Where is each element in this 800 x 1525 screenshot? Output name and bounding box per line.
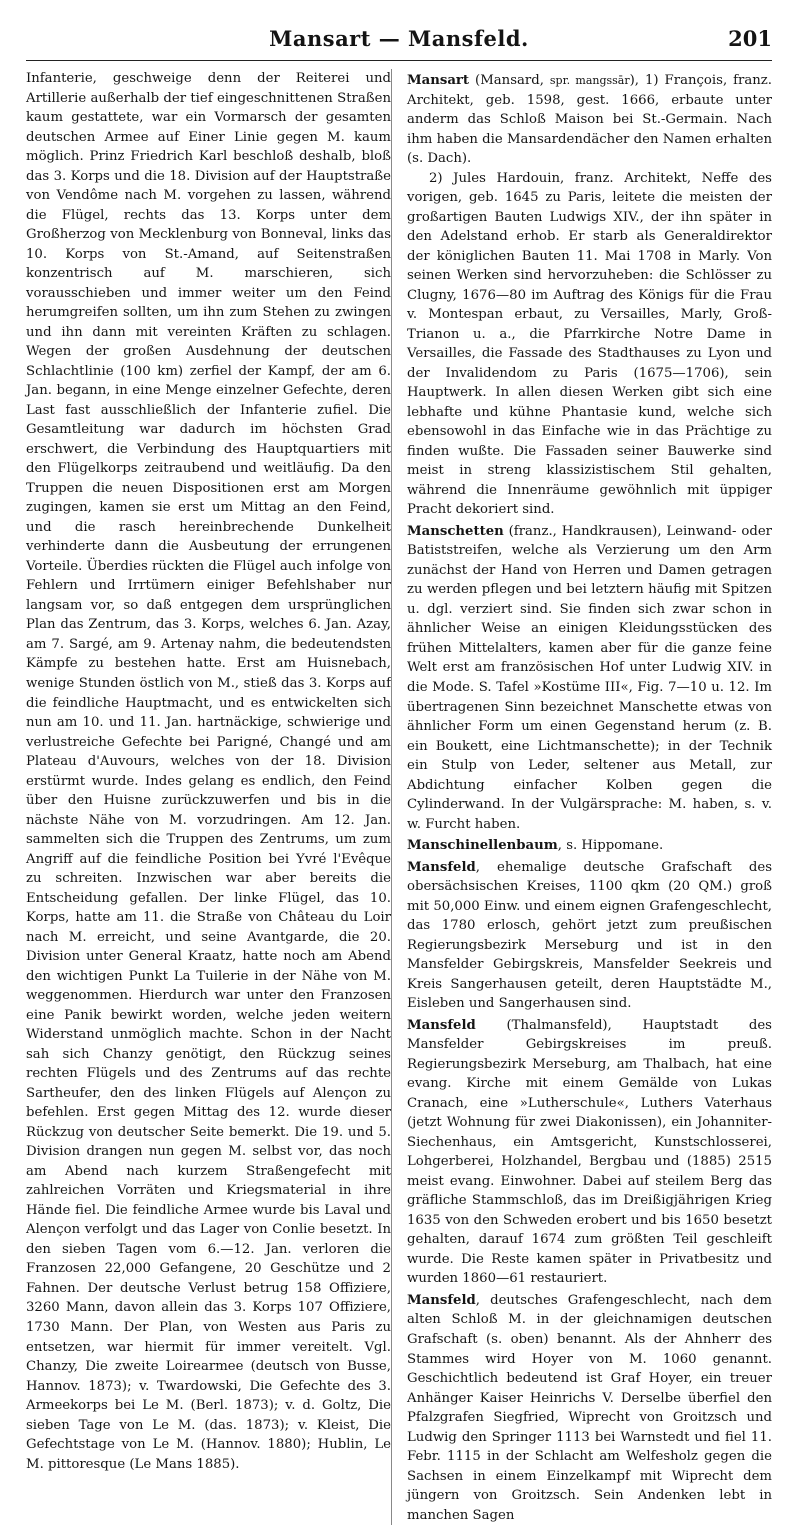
entry-text: , s. Hippomane.	[557, 838, 664, 854]
entry-text: (Thalmansfeld), Hauptstadt des Mansfelder Gebirgskreises im preuß. Regierungsbezirk Merseburg, am Thalbach, hat eine evang. Kirche mit einem Gemälde von Lukas Cranach, eine »Lutherschule«, Luthers Vaterhaus (jetzt Wohnung für zwei Diakonissen), ein Johanniter-Siechenhaus, ein Amtsgericht, Kunstschlosserei, Lohgerberei, Holzhandel, Bergbau und (1885) 2515 meist evang. Einwohner. Dabei auf steilem Berg das gräfliche Stammschloß, das im Dreißigjährigen Krieg 1635 von den Schweden erobert und bis 1650 besetzt gehalten, darauf 1674 zum größten Teil geschleift wurde. Die Reste kamen später in Privatbesitz und wurden 1860—61 restauriert.	[407, 1017, 772, 1287]
page-number: 201	[728, 26, 772, 51]
entry-mansfeld-stadt	[407, 1016, 772, 1289]
page-title: Mansart — Mansfeld.	[269, 26, 529, 51]
headword: Manschetten	[407, 523, 504, 539]
headword: Manschinellenbaum	[407, 838, 558, 854]
entry-mansfeld-geschlecht	[407, 1291, 772, 1525]
entry-text: (Mansard,	[469, 73, 550, 88]
entry-text: , ehemalige deutsche Grafschaft des obersächsischen Kreises, 1100 qkm (20 QM.) groß mit 50,000 Einw. und einem eignen Grafengeschlecht, das 1780 erlosch, gehört jetzt zum preußischen Regierungsbezirk Merseburg und ist in den Mansfelder Gebirgskreis, Mansfelder Seekreis und Kreis Sangerhausen geteilt, deren Hauptstädte M., Eisleben und Sangerhausen sind.	[407, 859, 772, 1012]
entry-text: , deutsches Grafengeschlecht, nach dem alten Schloß M. in der gleichnamigen deutschen Grafschaft (s. oben) benannt. Als der Ahnherr des Stammes wird Hoyer von M. 1060 genannt. Geschichtlich bedeutend ist Graf Hoyer, ein treuer Anhänger Kaiser Heinrichs V. Derselbe überfiel den Pfalzgrafen Siegfried, Wiprecht von Groitzsch und Ludwig den Springer 1113 bei Warnstedt und fiel 11. Febr. 1115 in der Schlacht am Welfesholz gegen die Sachsen in einem Einzelkampf mit Wiprecht dem jüngern von Groitzsch. Sein Andenken lebt in manchen Sagen	[407, 1292, 772, 1523]
entry-continuation-paragraph: Infanterie, geschweige denn der Reiterei und Artillerie außerhalb der tief eingeschnittenen Straßen kaum gestattete, war ein Vormarsch der gesamten deutschen Armee auf Einer Linie gegen M. kaum möglich. Prinz Friedrich Karl beschloß deshalb, bloß das 3. Korps und die 18. Division auf der Hauptstraße von Vendôme nach M. vorgehen zu lassen, während die Flügel, rechts das 13. Korps unter dem Großherzog von Mecklenburg von Bonneval, links das 10. Korps von St.-Amand, auf Seitenstraßen konzentrisch auf M. marschieren, sich vorausschieben und immer weiter um den Feind herumgreifen sollten, um ihn zum Stehen zu zwingen und ihn dann mit vereinten Kräften zu schlagen. Wegen der großen Ausdehnung der deutschen Schlachtlinie (100 km) zerfiel der Kampf, der am 6. Jan. begann, in eine Menge einzelner Gefechte, deren Last fast ausschließlich der Infanterie zufiel. Die Gesamtleitung war dadurch im höchsten Grad erschwert, die Verbindung des Hauptquartiers mit den Flügelkorps zeitraubend und weitläufig. Da den Truppen die neuen Dispositionen erst am Morgen zugingen, kamen sie erst um Mittag an den Feind, und die rasch hereinbrechende Dunkelheit verhinderte dann die Ausbeutung der errungenen Vorteile. Überdies rückten die Flügel auch infolge von Fehlern und Irrtümern einiger Befehlshaber nur langsam vor, so daß entgegen dem ursprünglichen Plan das Zentrum, das 3. Korps, welches 6. Jan. Azay, am 7. Sargé, am 9. Artenay nahm, die bedeutendsten Kämpfe zu bestehen hatte. Erst am Huisnebach, wenige Stunden östlich von M., stieß das 3. Korps auf die feindliche Hauptmacht, und es entwickelten sich nun am 10. und 11. Jan. hartnäckige, schwierige und verlustreiche Gefechte bei Parigné, Changé und am Plateau d'Auvours, welches von der 18. Division erstürmt wurde. Indes gelang es endlich, den Feind über den Huisne zurückzuwerfen und bis in die nächste Nähe von M. vorzudringen. Am 12. Jan. sammelten sich die Truppen des Zentrums, um zum Angriff auf die feindliche Position bei Yvré l'Evêque zu schreiten. Inzwischen war aber bereits die Entscheidung gefallen. Der linke Flügel, das 10. Korps, hatte am 11. die Straße von Château du Loir nach M. erreicht, und seine Avantgarde, die 20. Division unter General Kraatz, hatte noch am Abend den wichtigen Punkt La Tuilerie in der Nähe von M. weggenommen. Hierdurch war unter den Franzosen eine Panik bewirkt worden, welche jeden weitern Widerstand unmöglich machte. Schon in der Nacht sah sich Chanzy genötigt, den Rückzug seines rechten Flügels und des Zentrums auf das rechte Sartheufer, den des linken Flügels auf Alençon zu befehlen. Erst gegen Mittag des 12. wurde dieser Rückzug von deutscher Seite bemerkt. Die 19. und 5. Division drangen nun gegen M. selbst vor, das noch am Abend nach kurzem Straßengefecht mit zahlreichen Vorräten und Kriegsmaterial in ihre Hände fiel. Die feindliche Armee wurde bis Laval und Alençon verfolgt und das Lager von Conlie besetzt. In den sieben Tagen vom 6.—12. Jan. verloren die Franzosen 22,000 Gefangene, 20 Geschütze und 2 Fahnen. Der deutsche Verlust betrug 158 Offiziere, 3260 Mann, davon allein das 3. Korps 107 Offiziere, 1730 Mann. Der Plan, von Westen aus Paris zu entsetzen, war hiermit für immer vereitelt. Vgl. Chanzy, Die zweite Loirearmee (deutsch von Busse, Hannov. 1873); v. Twardowski, Die Gefechte des 3. Armeekorps bei Le M. (Berl. 1873); v. d. Goltz, Die sieben Tage von Le M. (das. 1873); v. Kleist, Die Gefechtstage von Le M. (Hannov. 1880); Hublin, Le M. pittoresque (Le Mans 1885).	[26, 71, 391, 1472]
left-column	[26, 69, 391, 1525]
two-column-body	[26, 69, 772, 1525]
running-head	[26, 20, 772, 61]
entry-text: ), 1) François, franz. Architekt, geb. 1598, gest. 1666, erbaute unter anderm das Schloß Maison bei St.-Germain. Nach ihm haben die Mansardendächer den Namen erhalten (s. Dach).	[407, 73, 773, 167]
entry-subsection: 2) Jules Hardouin, franz. Architekt, Neffe des vorigen, geb. 1645 zu Paris, leitete die meisten der großartigen Bauten Ludwigs XIV., der ihn später in den Adelstand erhob. Er starb als Generaldirektor der königlichen Bauten 11. Mai 1708 in Marly. Von seinen Werken sind hervorzuheben: die Schlösser zu Clugny, 1676—80 im Auftrag des Königs für die Frau v. Montespan erbaut, zu Versailles, Marly, Groß-Trianon u. a., die Pfarrkirche Notre Dame in Versailles, die Fassade des Stadthauses zu Lyon und der Invalidendom zu Paris (1675—1706), sein Hauptwerk. In allen diesen Werken gibt sich eine lebhafte und kühne Phantasie kund, welche sich ebensowohl in das Einfache wie in das Prächtige zu finden wußte. Die Fassaden seiner Bauwerke sind meist in streng klassizistischem Stil gehalten, während die Innenräume gewöhnlich mit üppiger Pracht dekoriert sind.	[407, 170, 772, 518]
right-column	[407, 69, 772, 1525]
entry-mansart	[407, 71, 772, 520]
entry-mansfeld-grafschaft	[407, 858, 772, 1014]
pronunciation: spr. mangssār	[549, 74, 630, 87]
entry-manschinellenbaum	[407, 836, 772, 856]
headword: Mansart	[407, 73, 470, 88]
headword: Mansfeld	[407, 859, 476, 875]
headword: Mansfeld	[407, 1017, 476, 1033]
entry-manschetten	[407, 522, 772, 834]
entry-text: (franz., Handkrausen), Leinwand- oder Batiststreifen, welche als Verzierung um den Arm zunächst der Hand von Herren und Damen getragen zu werden pflegen und bei letztern häufig mit Spitzen u. dgl. verziert sind. Sie finden sich zwar schon in ähnlicher Weise an einigen Kleidungsstücken des frühen Mittelalters, kamen aber für die ganze feine Welt erst am französischen Hof unter Ludwig XIV. in die Mode. S. Tafel »Kostüme III«, Fig. 7—10 u. 12. Im übertragenen Sinn bezeichnet Manschette etwas von ähnlicher Form um einen Gegenstand herum (z. B. ein Boukett, eine Lichtmanschette); in der Technik ein Stulp von Leder, seltener aus Metall, zur Abdichtung einfacher Kolben gegen die Cylinderwand. In der Vulgärsprache: M. haben, s. v. w. Furcht haben.	[407, 523, 772, 832]
headword: Mansfeld	[407, 1292, 476, 1308]
